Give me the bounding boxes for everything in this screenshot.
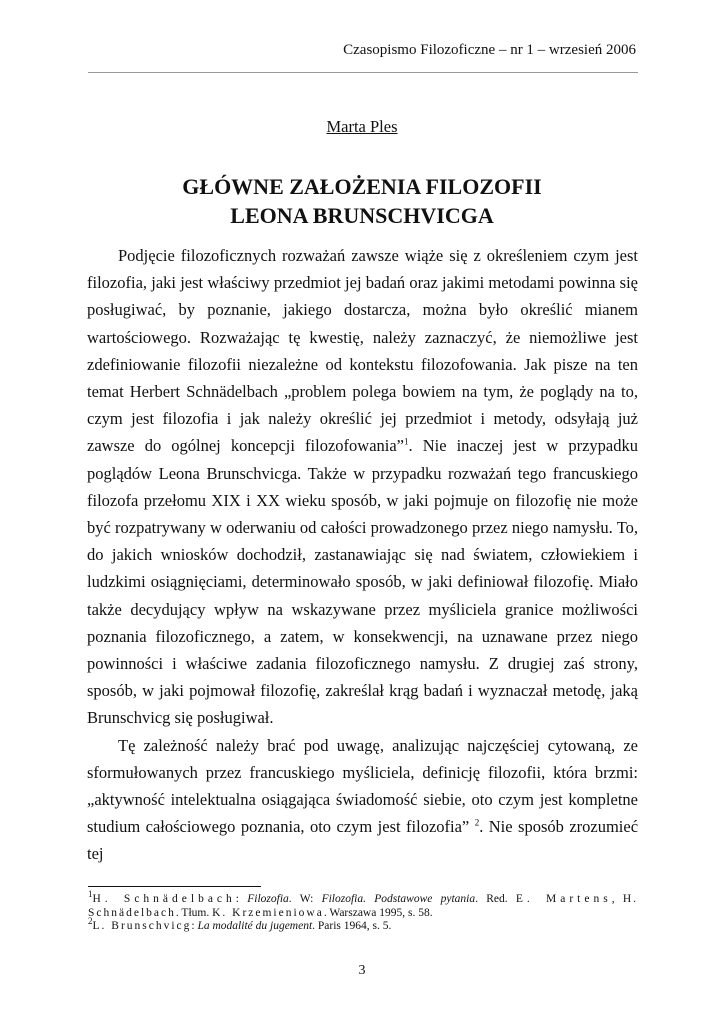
footnote-1-red: . Red. <box>475 893 516 905</box>
footnote-2-number: 2 <box>88 916 93 927</box>
paragraph-1-text-b: . Nie inaczej jest w przypadku poglądów Leona Brunschvicga. Także w przypadku rozważań tego francuskiego filozofa przełomu XIX i XX wieku sposób, w jaki pojmuje on filozofię nie może być rozpatrywany w oderwaniu od całości prowadzonego przez niego namysłu. To, do jakich wniosków dochodził, zastanawiając się nad światem, człowiekiem i ludzkimi osiągnięciami, determinowało sposób, w jaki definiował filozofię. Miało także decydujący wpływ na wskazywane przez myśliciela granice możliwości poznania filozoficznego, a zatem, w konsekwencji, na uznawane przez niego powinności i właściwe zadania filozoficznego namysłu. Z drugiej zaś strony, sposób, w jaki pojmował filozofię, zakreślał krąg badań i wyznaczał metodę, jaką Brunschvicg się posługiwał. <box>87 436 638 728</box>
footnote-1-colon: : <box>235 893 248 905</box>
footnote-2-colon: : <box>191 920 198 932</box>
article-title <box>0 172 724 230</box>
footnote-1-end: . Warszawa 1995, s. 58. <box>323 906 433 919</box>
paragraph-2-text-b: . Nie sposób zrozumieć tej <box>87 817 639 864</box>
paragraph-2-text-a: Tę zależność należy brać pod uwagę, analizując najczęściej cytowaną, ze sformułowanych przez francuskiego myśliciela, definicję filozofii, która brzmi: „aktywność intelektualna osiągająca świadomość siebie, oto czym jest kompletne studium całościowego poznania, oto czym jest filozofia” <box>87 735 638 837</box>
footnote-1-author: H. Schnädelbach <box>92 893 236 905</box>
paragraph-1 <box>87 242 638 732</box>
footnote-2 <box>88 916 638 934</box>
footnote-2-work: La modalité du jugement <box>197 920 313 932</box>
footnote-1 <box>88 889 638 920</box>
footnote-1-tlum: . Tłum. <box>175 906 213 919</box>
footnote-1-translator: K. Krzemieniowa <box>212 906 324 919</box>
paragraph-2 <box>87 732 638 868</box>
footnote-1-sep: , <box>611 893 623 905</box>
footnotes <box>88 889 638 934</box>
title-line-2: LEONA BRUNSCHVICGA <box>230 203 494 228</box>
author-name <box>0 117 724 137</box>
footnote-2-end: . Paris 1964, s. 5. <box>312 920 392 932</box>
header-divider <box>88 72 638 73</box>
title-line-1: GŁÓWNE ZAŁOŻENIA FILOZOFII <box>182 174 542 199</box>
footnote-1-editor-2: H. Schnädelbach <box>88 893 638 919</box>
footnote-1-number: 1 <box>88 889 93 900</box>
footnote-ref-1[interactable]: 1 <box>404 436 409 447</box>
page-number: 3 <box>358 963 366 978</box>
article-body <box>87 242 638 868</box>
running-header: Czasopismo Filozoficzne – nr 1 – wrzesień 2006 <box>343 42 636 58</box>
footnote-2-author: L. Brunschvicg <box>92 920 192 932</box>
author-name-text: Marta Ples <box>326 117 398 136</box>
footnote-1-work: Filozofia <box>247 893 289 905</box>
footnote-ref-2[interactable]: 2 <box>474 817 480 828</box>
footnote-1-book: Filozofia. Podstawowe pytania <box>321 893 476 905</box>
footnote-1-mid: . W: <box>288 893 322 905</box>
footnote-1-editor-1: E. Martens <box>515 893 612 905</box>
footnote-divider <box>88 886 261 887</box>
paragraph-1-text-a: Podjęcie filozoficznych rozważań zawsze wiąże się z określeniem czym jest filozofia, jaki jest właściwy przedmiot jej badań oraz jakimi metodami powinna się posługiwać, by poznanie, jakiego dostarcza, można było określić mianem wartościowego. Rozważając tę kwestię, należy zaznaczyć, że niemożliwe jest zdefiniowanie filozofii niezależne od kontekstu filozofowania. Jak pisze na ten temat Herbert Schnädelbach „problem polega bowiem na tym, że poglądy na to, czym jest filozofia i jak należy określić jej przedmiot i metody, odsyłają już zawsze do ogólnej koncepcji filozofowania” <box>87 246 638 456</box>
